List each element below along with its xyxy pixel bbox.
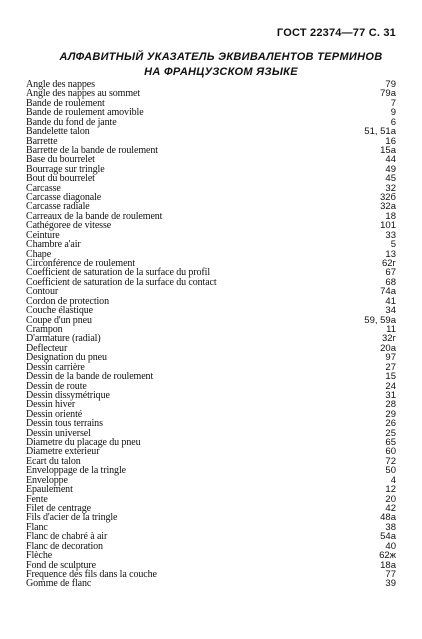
entry-number: 31: [385, 389, 396, 401]
entry-number: 60: [385, 446, 396, 458]
entry-term: Crampon: [26, 323, 63, 335]
entry-number: 20а: [380, 342, 396, 354]
entry-term: Enveloppe: [26, 474, 68, 486]
entry-number: 79: [385, 79, 396, 90]
entry-number: 15а: [380, 144, 396, 156]
index-entry: [26, 231, 396, 240]
entry-number: 15: [385, 371, 396, 383]
entry-number: 74а: [380, 286, 396, 298]
entry-number: 24: [385, 380, 396, 392]
entry-term: Couche élastique: [26, 305, 93, 317]
entry-term: Diametre du placage du pneu: [26, 437, 141, 449]
entry-term: Bout du bourrelet: [26, 173, 95, 185]
entry-term: Contour: [26, 286, 59, 298]
entry-number: 68: [385, 276, 396, 288]
entry-number: 77: [385, 568, 396, 580]
entry-term: Barrette de la bande de roulement: [26, 144, 158, 156]
entry-term: Dessin hiver: [26, 399, 76, 411]
entry-term: Bande de roulement: [26, 97, 105, 109]
entry-term: Designation du pneu: [26, 352, 107, 364]
entry-term: Bandelette talon: [26, 126, 90, 138]
entry-number: 42: [385, 502, 396, 514]
entry-number: 32: [385, 182, 396, 194]
index-title-line-2: НА ФРАНЦУЗСКОМ ЯЗЫКЕ: [144, 66, 298, 78]
entry-term: Flanc: [26, 521, 48, 533]
entry-number: 44: [385, 154, 396, 166]
entry-number: 13: [385, 248, 396, 260]
entry-term: Carcasse: [26, 182, 61, 194]
entry-term: Flanc de chabré à air: [26, 531, 108, 543]
entry-term: Carcasse radiale: [26, 201, 90, 213]
entry-term: Coupe d'un pneu: [26, 314, 92, 326]
index-title: [0, 50, 422, 80]
entry-term: Flanc de decoration: [26, 540, 103, 552]
entry-term: Dessin de route: [26, 380, 87, 392]
entry-number: 27: [385, 361, 396, 373]
entry-term: Chambre a'air: [26, 239, 81, 251]
entry-number: 38: [385, 521, 396, 533]
entry-number: 33: [385, 229, 396, 241]
entry-number: 32г: [381, 333, 396, 345]
entry-term: Frequence des fils dans la couche: [26, 568, 157, 580]
entry-term: Deflecteur: [26, 342, 68, 354]
entry-number: 62ж: [379, 550, 396, 562]
entry-term: Dessin universel: [26, 427, 91, 439]
entry-number: 67: [385, 267, 396, 279]
entry-term: Dessin de la bande de roulement: [26, 371, 154, 383]
entry-term: Dessin orienté: [26, 408, 83, 420]
entry-number: 54а: [380, 531, 396, 543]
entry-number: 101: [380, 220, 396, 232]
entry-number: 18: [385, 210, 396, 222]
entry-term: Enveloppage de la tringle: [26, 465, 126, 477]
entry-number: 65: [385, 437, 396, 449]
entry-number: 72: [385, 455, 396, 467]
entry-number: 5: [390, 239, 396, 251]
entry-term: Circonférence de roulement: [26, 258, 136, 270]
entry-term: Bande du fond de jante: [26, 116, 117, 128]
entry-number: 39: [385, 578, 396, 590]
entry-term: Fond de sculpture: [26, 559, 96, 571]
index-entry: [26, 334, 396, 343]
entry-number: 48а: [380, 512, 396, 524]
entry-term: Ceinture: [26, 229, 60, 241]
entry-term: Angle des nappes: [26, 79, 95, 90]
entry-number: 49: [385, 163, 396, 175]
entry-term: Bourrage sur tringle: [26, 163, 105, 175]
entry-term: Epaulement: [26, 484, 73, 496]
entry-number: 32а: [380, 201, 396, 213]
index-entry: [26, 579, 396, 588]
entry-term: Gomme de flanc: [26, 578, 92, 590]
index-entry: [26, 513, 396, 522]
entry-number: 28: [385, 399, 396, 411]
entry-term: Coefficient de saturation de la surface du contact: [26, 276, 217, 288]
entry-number: 79а: [380, 88, 396, 100]
entry-number: 50: [385, 465, 396, 477]
entry-term: Angle des nappes au sommet: [26, 88, 141, 100]
entry-number: 16: [385, 135, 396, 147]
entry-term: Barrette: [26, 135, 58, 147]
index-entry: [26, 174, 396, 183]
index-entry: [26, 221, 396, 230]
entry-number: 9: [390, 107, 396, 119]
page-header: ГОСТ 22374—77 С. 31: [276, 27, 396, 39]
entry-number: 34: [385, 305, 396, 317]
entry-term: Bande de roulement amovible: [26, 107, 144, 119]
entry-term: Fente: [26, 493, 48, 505]
entry-number: 11: [386, 323, 396, 335]
entry-number: 26: [385, 418, 396, 430]
entry-term: Dessin tous terrains: [26, 418, 103, 430]
index-entry: [26, 278, 396, 287]
index-entry: [26, 485, 396, 494]
entry-number: 25: [385, 427, 396, 439]
entry-number: 6: [390, 116, 396, 128]
entry-number: 40: [385, 540, 396, 552]
entry-term: Flèche: [26, 550, 53, 562]
entry-number: 18а: [380, 559, 396, 571]
index-entry: [26, 476, 396, 485]
entry-term: Diametre exterieur: [26, 446, 100, 458]
index-entry: [26, 391, 396, 400]
entry-term: Carreaux de la bande de roulement: [26, 210, 163, 222]
index-entry: [26, 240, 396, 249]
entry-number: 97: [385, 352, 396, 364]
entry-term: Cathégoree de vitesse: [26, 220, 112, 232]
entry-term: Ecart du talon: [26, 455, 81, 467]
entry-number: 59, 59а: [364, 314, 396, 326]
entry-number: 29: [385, 408, 396, 420]
entry-number: 4: [390, 474, 396, 486]
entry-number: 7: [390, 97, 396, 109]
entry-number: 62г: [381, 258, 396, 270]
entry-number: 41: [385, 295, 396, 307]
entry-number: 32б: [379, 192, 396, 204]
index-entry: [26, 127, 396, 136]
entry-term: Chape: [26, 248, 52, 260]
entry-term: Base du bourrelet: [26, 154, 95, 166]
index-entry: [26, 316, 396, 325]
index-entry: [26, 447, 396, 456]
entry-number: 51, 51а: [364, 126, 396, 138]
index-entry: [26, 542, 396, 551]
index-title-line-1: АЛФАВИТНЫЙ УКАЗАТЕЛЬ ЭКВИВАЛЕНТОВ ТЕРМИНОВ: [59, 51, 383, 63]
index-entry: [26, 466, 396, 475]
entry-term: D'armature (radial): [26, 333, 101, 345]
entry-term: Dessin dissymétrique: [26, 389, 110, 401]
entry-term: Carcasse diagonale: [26, 192, 102, 204]
entry-term: Filet de centrage: [26, 502, 91, 514]
entry-number: 12: [385, 484, 396, 496]
term-index-list: [26, 80, 396, 589]
entry-term: Cordon de protection: [26, 295, 109, 307]
entry-term: Fils d'acier de la tringle: [26, 512, 118, 524]
entry-term: Coefficient de saturation de la surface du profil: [26, 267, 211, 279]
entry-term: Dessin carrière: [26, 361, 85, 373]
entry-number: 20: [385, 493, 396, 505]
entry-number: 45: [385, 173, 396, 185]
